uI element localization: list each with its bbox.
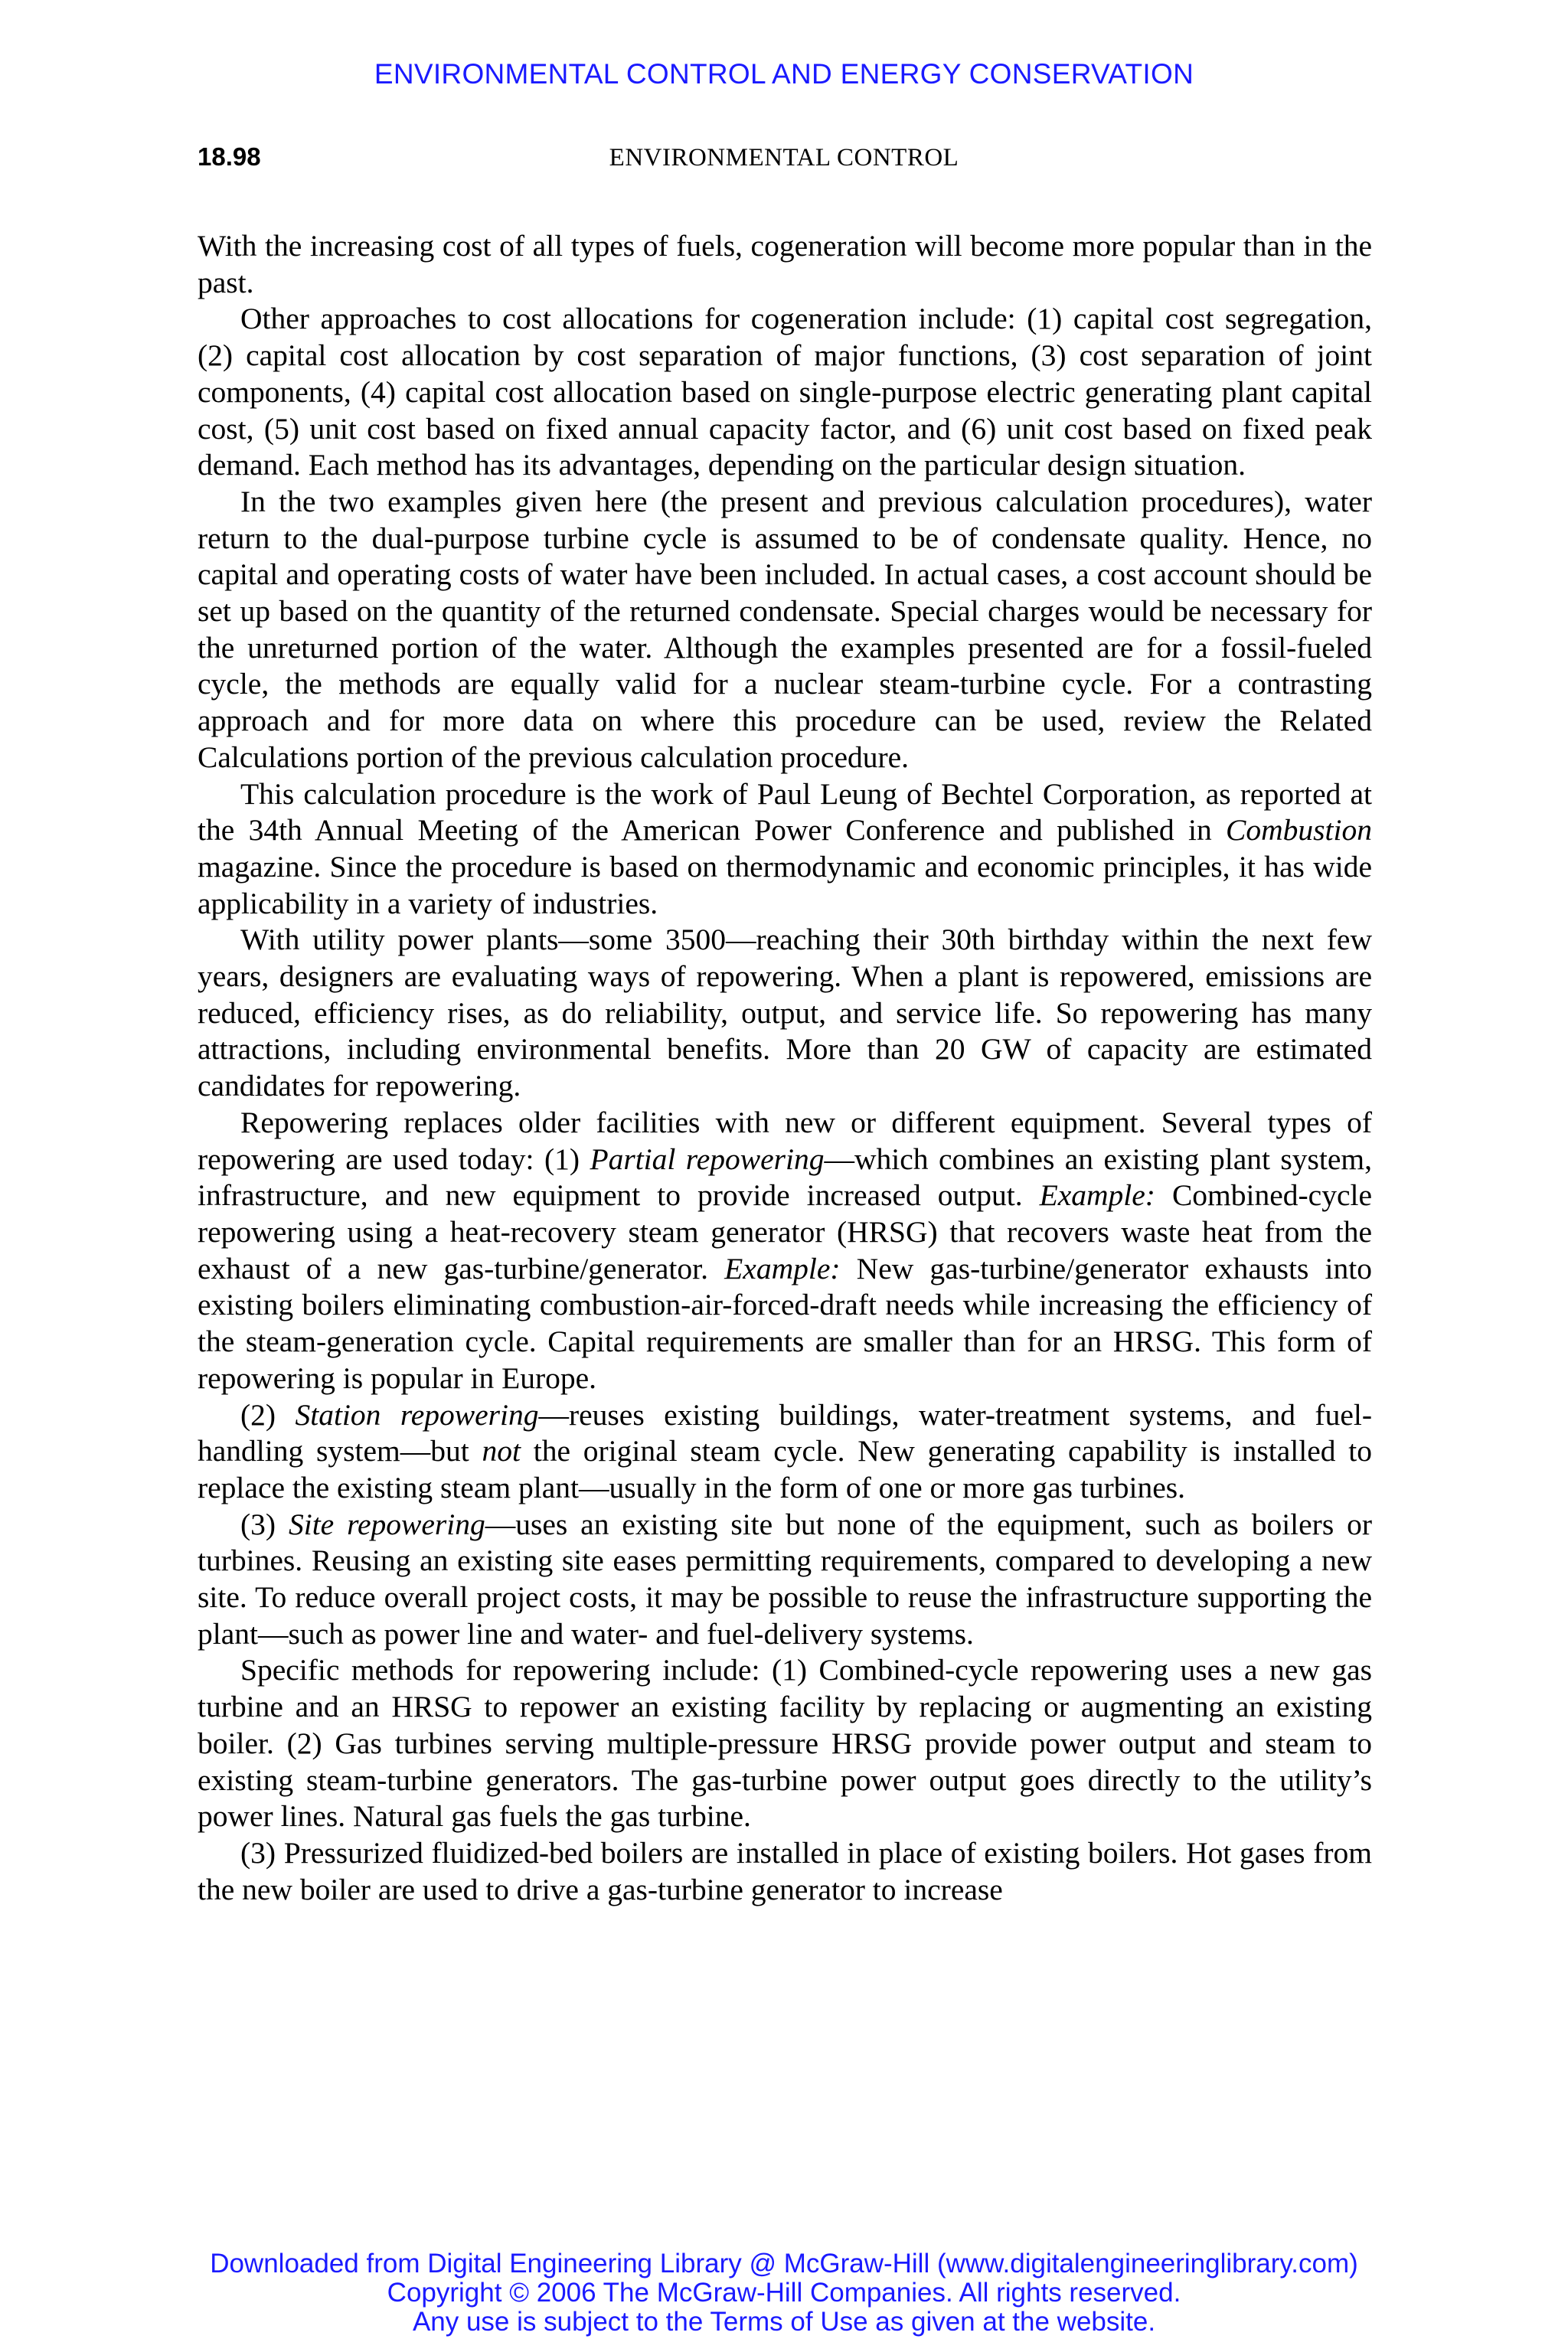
running-head [198, 142, 1370, 181]
italic-text: Example: [724, 1251, 841, 1285]
paragraph [198, 301, 1372, 484]
italic-text: Station repowering [295, 1397, 539, 1432]
paragraph [198, 228, 1372, 301]
text-run: In the two examples given here (the present and previous calculation procedures), water return to the dual-purpose turbine cycle is assumed to be of condensate quality. Hence, no capital and operating costs of water have been included. In actual cases, a cost account should be set up based on the quantity of the returned condensate. Special charges would be necessary for the unreturned portion of the water. Although the examples presented are for a fossil-fueled cycle, the methods are equally valid for a nuclear steam-turbine cycle. For a contrasting approach and for more data on where this procedure can be used, review the Related Calculations portion of the previous calculation procedure. [198, 484, 1372, 774]
text-run: (3) [240, 1507, 289, 1541]
text-run: Other approaches to cost allocations for cogeneration include: (1) capital cost segregation, (2) capital cost allocation by cost separation of major functions, (3) cost separation of joint components, (4) capital cost allocation based on single-purpose electric generating plant capital cost, (5) unit cost based on fixed annual capacity factor, and (6) unit cost based on fixed peak demand. Each method has its advantages, depending on the particular design situation. [198, 302, 1372, 482]
italic-text: Combustion [1226, 813, 1372, 848]
text-run: —which combines an existing plant system, infrastructure, and new equipment to provide increased output. [198, 1142, 1372, 1213]
text-run: —reuses existing buildings, water-treatment systems, and fuel-handling system—but [198, 1397, 1372, 1468]
top-banner-link[interactable]: ENVIRONMENTAL CONTROL AND ENERGY CONSERVATION [374, 58, 1194, 90]
paragraph [198, 1397, 1372, 1507]
footer-terms[interactable]: Any use is subject to the Terms of Use as given at the website. [412, 2307, 1156, 2337]
italic-text: Site repowering [288, 1507, 485, 1541]
page-number: 18.98 [198, 142, 261, 171]
text-run: Specific methods for repowering include: (1) Combined-cycle repowering uses a new gas turbine and an HRSG to repower an existing facility by replacing or augmenting an existing boiler. (2) Gas turbines serving multiple-pressure HRSG provide power output and steam to existing steam-turbine generators. The gas-turbine power output goes directly to the utility’s power lines. Natural gas fuels the gas turbine. [198, 1653, 1372, 1834]
italic-text: Example: [1039, 1178, 1155, 1213]
paragraph [198, 1105, 1372, 1397]
text-run: Combined-cycle repowering using a heat-recovery steam generator (HRSG) that recovers waste heat from the exhaust of a new gas-turbine/generator. [198, 1178, 1372, 1285]
text-run: the original steam cycle. New generating capability is installed to replace the existing steam plant—usually in the form of one or more gas turbines. [198, 1434, 1372, 1504]
text-run: magazine. Since the procedure is based on thermodynamic and economic principles, it has wide applicability in a variety of industries. [198, 849, 1372, 920]
body-text [198, 228, 1372, 1908]
text-run: (3) Pressurized fluidized-bed boilers are installed in place of existing boilers. Hot gases from the new boiler are used to drive a gas-turbine generator to increase [198, 1835, 1372, 1906]
text-run: —uses an existing site but none of the equipment, such as boilers or turbines. Reusing an existing site eases permitting requirements, compared to developing a new site. To reduce overall project costs, it may be possible to reuse the infrastructure supporting the plant—such as power line and water- and fuel-delivery systems. [198, 1507, 1373, 1651]
running-title: ENVIRONMENTAL CONTROL [609, 144, 959, 172]
italic-text: Partial repowering [590, 1142, 825, 1176]
text-run: With the increasing cost of all types of fuels, cogeneration will become more popular than in the past. [198, 229, 1372, 299]
paragraph [198, 922, 1372, 1105]
text-run: This calculation procedure is the work of Paul Leung of Bechtel Corporation, as reported at the 34th Annual Meeting of the American Power Conference and published in [198, 776, 1372, 848]
paragraph [198, 1507, 1372, 1653]
paragraph [198, 484, 1372, 776]
text-run: Repowering replaces older facilities with new or different equipment. Several types of repowering are used today: (1) [198, 1105, 1372, 1176]
paragraph [198, 776, 1372, 923]
italic-text: not [482, 1434, 521, 1468]
text-run: (2) [240, 1397, 296, 1432]
text-run: With utility power plants—some 3500—reaching their 30th birthday within the next few years, designers are evaluating ways of repowering. When a plant is repowered, emissions are reduced, efficiency rises, as do reliability, output, and service life. So repowering has many attractions, including environmental benefits. More than 20 GW of capacity are estimated candidates for repowering. [198, 923, 1372, 1103]
paragraph [198, 1652, 1372, 1835]
footer-copyright[interactable]: Copyright © 2006 The McGraw-Hill Companies. All rights reserved. [387, 2278, 1181, 2308]
text-run: New gas-turbine/generator exhausts into existing boilers eliminating combustion-air-forced-draft needs while increasing the efficiency of the steam-generation cycle. Capital requirements are smaller than for an HRSG. This form of repowering is popular in Europe. [198, 1251, 1373, 1395]
footer [0, 2249, 1568, 2337]
paragraph [198, 1835, 1372, 1908]
footer-download-link[interactable]: Downloaded from Digital Engineering Library @ McGraw-Hill (www.digitalengineeringlibrary.com) [210, 2249, 1358, 2278]
